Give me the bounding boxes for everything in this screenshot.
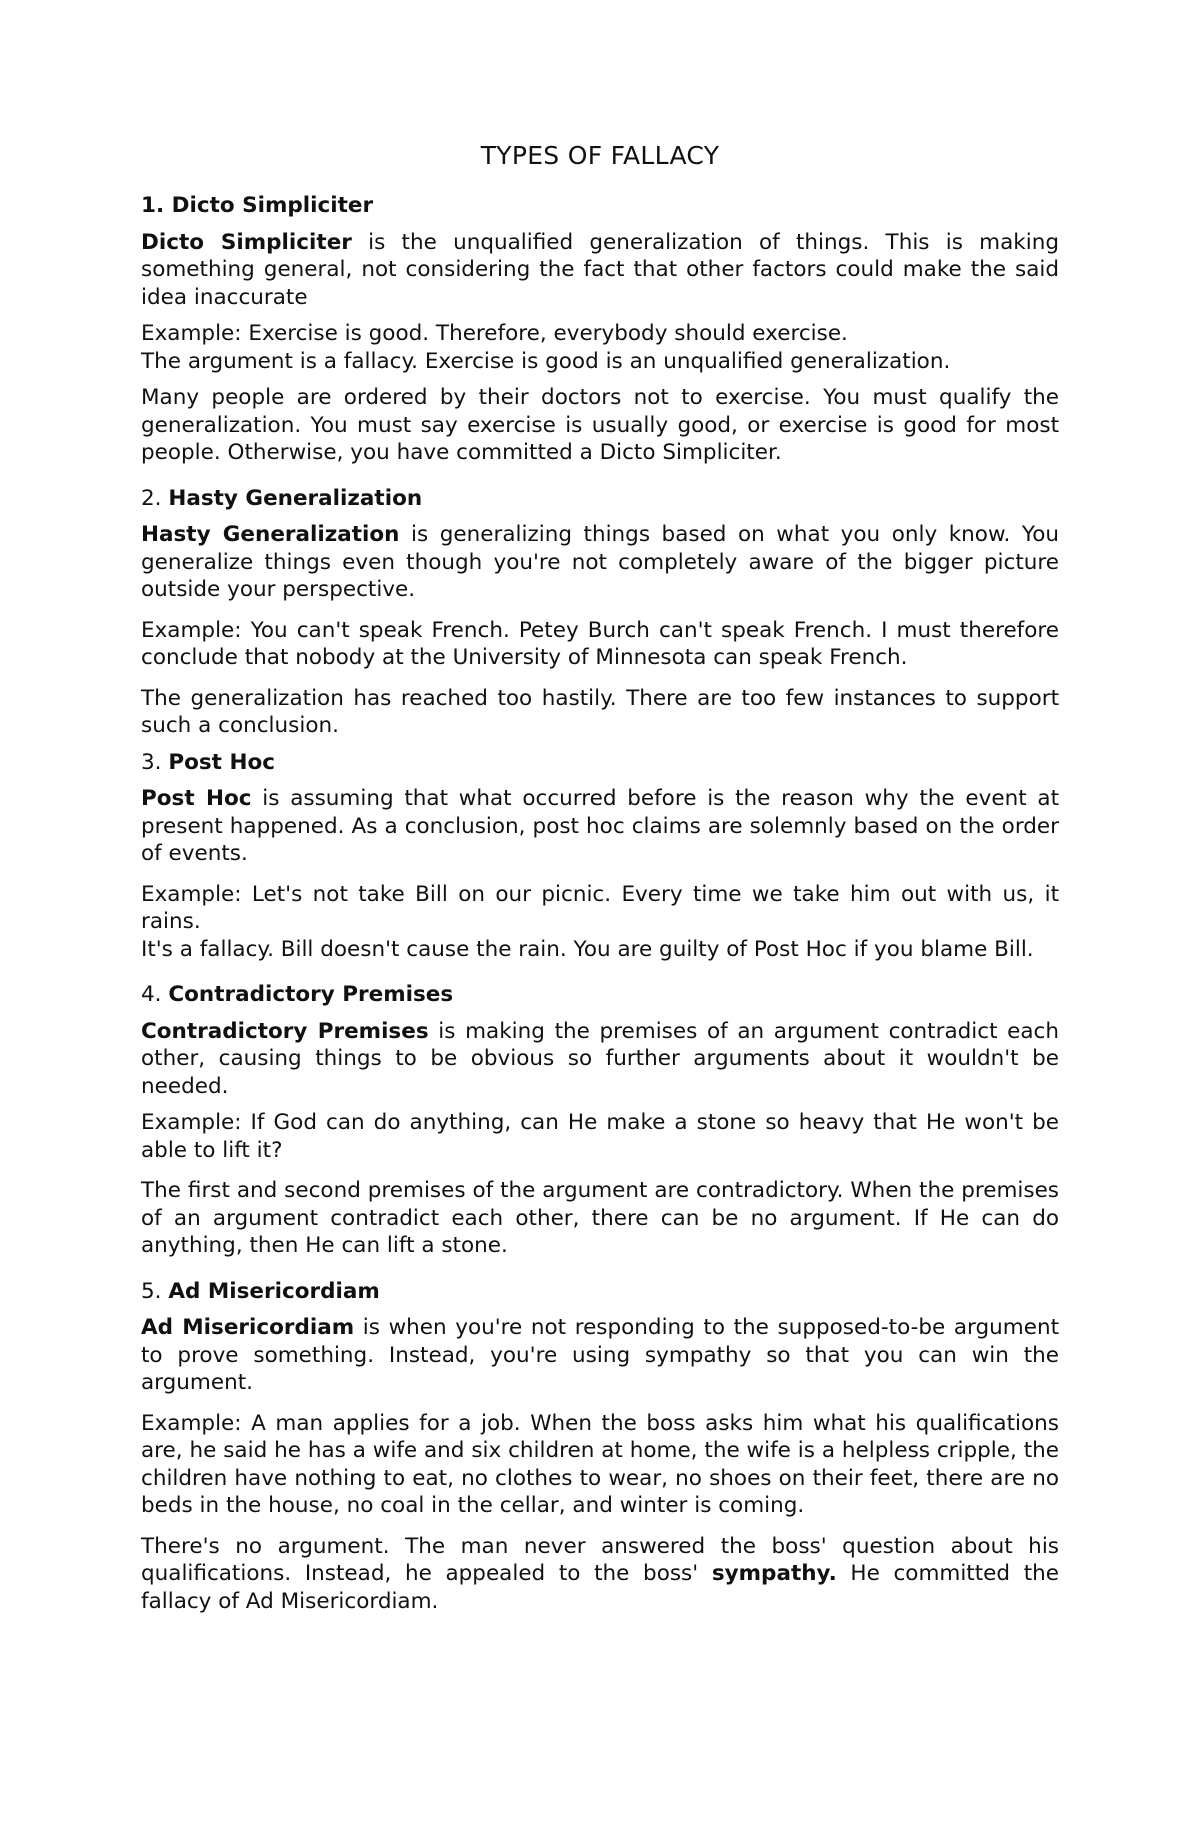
section-number: 4. — [141, 982, 162, 1007]
example-line: Example: Let's not take Bill on our picnic. Every time we take him out with us, it rains. — [141, 881, 1059, 934]
section-name: Post Hoc — [168, 749, 275, 775]
term: Contradictory Premises — [141, 1018, 429, 1044]
explanation-paragraph: Many people are ordered by their doctors not to exercise. You must qualify the generalization. You must say exercise is usually good, or exercise is good for most people. Otherwise, you have committed a Dicto Simpliciter. — [141, 385, 1059, 465]
section-ad-misericordiam — [141, 1278, 1059, 1616]
definition-paragraph — [141, 1314, 1059, 1397]
term: Post Hoc — [141, 786, 252, 811]
section-name: Dicto Simpliciter — [171, 193, 374, 218]
document-title: TYPES OF FALLACY — [480, 141, 720, 170]
section-heading — [141, 749, 1059, 777]
section-number: 5. — [141, 1278, 162, 1304]
term: Hasty Generalization — [141, 522, 400, 547]
section-number: 1. — [141, 193, 165, 218]
example-line: It's a fallacy. Bill doesn't cause the rain. You are guilty of Post Hoc if you blame Bill. — [141, 936, 1034, 962]
example-paragraph — [141, 320, 1059, 375]
section-name: Ad Misericordiam — [168, 1278, 380, 1304]
definition-paragraph — [141, 229, 1059, 312]
definition-paragraph — [141, 1018, 1059, 1101]
section-name: Hasty Generalization — [168, 485, 423, 511]
definition-text: is making the premises of an argument contradict each other, causing things to be obvious so further arguments about it wouldn't be needed. — [141, 1018, 1059, 1099]
example-line: The argument is a fallacy. Exercise is good is an unqualified generalization. — [141, 348, 951, 374]
section-name: Contradictory Premises — [168, 982, 454, 1007]
document-body — [141, 140, 1059, 1624]
section-heading — [141, 485, 1059, 513]
section-dicto-simpliciter — [141, 192, 1059, 467]
section-number: 3. — [141, 749, 162, 775]
section-contradictory-premises — [141, 981, 1059, 1260]
example-paragraph: Example: You can't speak French. Petey Burch can't speak French. I must therefore conclude that nobody at the University of Minnesota can speak French. — [141, 617, 1059, 670]
explanation-paragraph: The generalization has reached too hastily. There are too few instances to support such a conclusion. — [141, 685, 1059, 738]
explanation-text: He committed the fallacy of Ad Misericordiam. — [141, 1561, 1059, 1614]
definition-text: is when you're not responding to the supposed-to-be argument to prove something. Instead, you're using sympathy so that you can win the argument. — [141, 1315, 1059, 1395]
definition-text: is generalizing things based on what you only know. You generalize things even though you're not completely aware of the bigger picture outside your perspective. — [141, 522, 1059, 602]
definition-paragraph — [141, 521, 1059, 604]
example-paragraph: Example: If God can do anything, can He make a stone so heavy that He won't be able to lift it? — [141, 1110, 1059, 1163]
section-heading — [141, 192, 1059, 220]
explanation-text: There's no argument. The man never answered the boss' question about his qualifications. Instead, he appealed to the boss' — [141, 1533, 1059, 1586]
section-number: 2. — [141, 485, 162, 511]
emphasis-text: sympathy. — [711, 1561, 837, 1586]
section-post-hoc — [141, 749, 1059, 964]
section-heading — [141, 981, 1059, 1009]
example-paragraph: Example: A man applies for a job. When the boss asks him what his qualifications are, he said he has a wife and six children at home, the wife is a helpless cripple, the children have nothing to eat, no clothes to wear, no shoes on their feet, there are no beds in the house, no coal in the cellar, and winter is coming. — [141, 1410, 1059, 1518]
definition-text: is assuming that what occurred before is the reason why the event at present happened. As a conclusion, post hoc claims are solemnly based on the order of events. — [141, 786, 1059, 866]
term: Ad Misericordiam — [141, 1315, 355, 1340]
example-line: Example: Exercise is good. Therefore, everybody should exercise. — [141, 321, 848, 346]
section-heading — [141, 1278, 1059, 1306]
term: Dicto Simpliciter — [141, 229, 352, 255]
explanation-paragraph: The first and second premises of the argument are contradictory. When the premises of an argument contradict each other, there can be no argument. If He can do anything, then He can lift a stone. — [141, 1178, 1059, 1258]
definition-paragraph — [141, 785, 1059, 868]
definition-text: is the unqualified generalization of things. This is making something general, not considering the fact that other factors could make the said idea inaccurate — [141, 229, 1059, 310]
section-hasty-generalization — [141, 485, 1059, 740]
example-paragraph — [141, 881, 1059, 964]
explanation-paragraph — [141, 1533, 1059, 1616]
